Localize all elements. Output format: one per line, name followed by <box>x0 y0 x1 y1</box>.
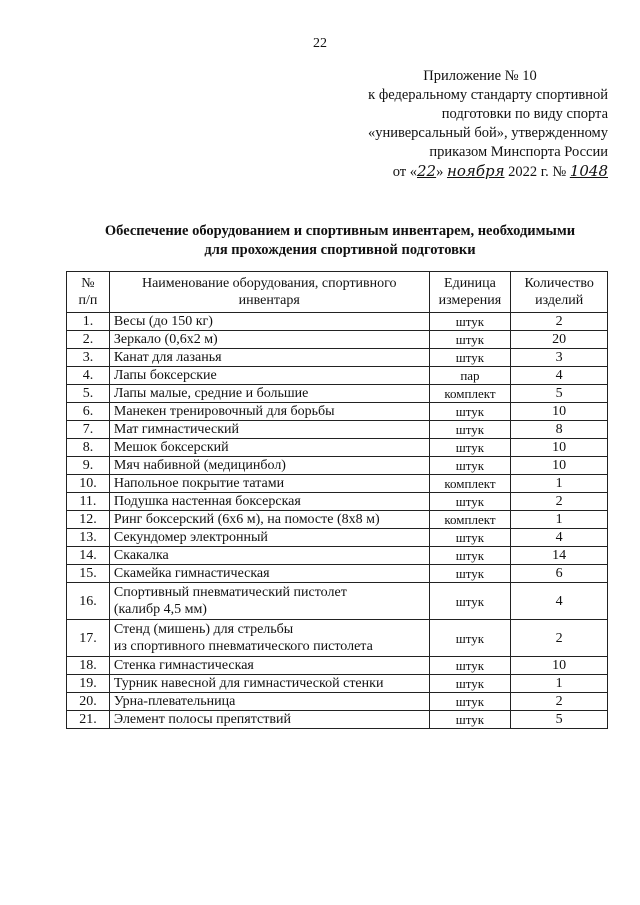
item-name <box>109 711 429 729</box>
appendix-line: к федеральному стандарту спортивной <box>368 87 608 103</box>
item-unit: штук <box>429 565 511 583</box>
item-quantity: 10 <box>511 439 608 457</box>
item-quantity: 8 <box>511 421 608 439</box>
heading-line-2: для прохождения спортивной подготовки <box>204 242 476 258</box>
row-number: 12. <box>67 511 110 529</box>
date-mid: » <box>436 164 444 180</box>
item-name <box>109 547 429 565</box>
item-quantity: 6 <box>511 565 608 583</box>
row-number: 21. <box>67 711 110 729</box>
row-number: 19. <box>67 675 110 693</box>
table-row <box>67 529 608 547</box>
table-row <box>67 657 608 675</box>
row-number: 17. <box>67 620 110 657</box>
row-number: 16. <box>67 583 110 620</box>
item-unit: штук <box>429 620 511 657</box>
item-name-line: Спортивный пневматический пистолет <box>113 585 347 600</box>
row-number: 2. <box>67 331 110 349</box>
item-name <box>109 475 429 493</box>
item-unit: штук <box>429 657 511 675</box>
table-row <box>67 693 608 711</box>
item-name <box>109 493 429 511</box>
item-unit: штук <box>429 493 511 511</box>
row-number: 20. <box>67 693 110 711</box>
appendix-line: подготовки по виду спорта <box>441 106 608 122</box>
table-row <box>67 421 608 439</box>
table-row <box>67 511 608 529</box>
item-quantity: 5 <box>511 385 608 403</box>
item-unit: комплект <box>429 511 511 529</box>
row-number: 9. <box>67 457 110 475</box>
row-number: 14. <box>67 547 110 565</box>
item-name-line: Стенка гимнастическая <box>113 658 254 673</box>
item-unit: штук <box>429 547 511 565</box>
header-qty <box>511 272 608 313</box>
row-number: 13. <box>67 529 110 547</box>
item-name-line: (калибр 4,5 мм) <box>113 602 207 617</box>
item-quantity: 10 <box>511 657 608 675</box>
item-name-line: Скамейка гимнастическая <box>113 566 270 581</box>
table-row <box>67 675 608 693</box>
row-number: 6. <box>67 403 110 421</box>
item-name <box>109 457 429 475</box>
item-unit: штук <box>429 421 511 439</box>
item-name <box>109 565 429 583</box>
item-quantity: 20 <box>511 331 608 349</box>
item-unit: штук <box>429 403 511 421</box>
item-name-line: Секундомер электронный <box>113 530 268 545</box>
header-qty-line2: изделий <box>535 293 584 308</box>
item-quantity: 2 <box>511 620 608 657</box>
table-row <box>67 547 608 565</box>
item-quantity: 3 <box>511 349 608 367</box>
row-number: 15. <box>67 565 110 583</box>
item-name-line: Мешок боксерский <box>113 440 229 455</box>
item-name-line: Мяч набивной (медицинбол) <box>113 458 286 473</box>
header-name-line2: инвентаря <box>238 293 300 308</box>
table-row <box>67 367 608 385</box>
item-name-line: Элемент полосы препятствий <box>113 712 291 727</box>
item-name <box>109 367 429 385</box>
item-unit: пар <box>429 367 511 385</box>
table-row <box>67 439 608 457</box>
date-year: 2022 г. № <box>508 164 567 180</box>
item-name-line: Напольное покрытие татами <box>113 476 285 491</box>
appendix-line: приказом Минспорта России <box>429 144 608 160</box>
item-name-line: Канат для лазанья <box>113 350 222 365</box>
item-name-line: Ринг боксерский (6х6 м), на помосте (8х8 м) <box>113 512 380 527</box>
item-name <box>109 693 429 711</box>
item-unit: штук <box>429 583 511 620</box>
row-number: 3. <box>67 349 110 367</box>
row-number: 18. <box>67 657 110 675</box>
item-unit: штук <box>429 439 511 457</box>
item-name-line: Скакалка <box>113 548 169 563</box>
header-unit-line2: измерения <box>438 293 502 308</box>
item-name <box>109 403 429 421</box>
table-row <box>67 313 608 331</box>
header-num <box>67 272 110 313</box>
date-month: ноября <box>446 162 505 180</box>
item-name <box>109 583 429 620</box>
row-number: 10. <box>67 475 110 493</box>
item-name-line: Манекен тренировочный для борьбы <box>113 404 335 419</box>
table-row <box>67 583 608 620</box>
header-unit-line1: Единица <box>444 276 496 291</box>
item-unit: комплект <box>429 385 511 403</box>
table-row <box>67 565 608 583</box>
item-quantity: 4 <box>511 583 608 620</box>
item-name <box>109 529 429 547</box>
header-qty-line1: Количество <box>524 276 594 291</box>
item-unit: штук <box>429 675 511 693</box>
order-date-line <box>352 162 608 182</box>
item-unit: штук <box>429 711 511 729</box>
row-number: 7. <box>67 421 110 439</box>
row-number: 1. <box>67 313 110 331</box>
row-number: 4. <box>67 367 110 385</box>
table-row <box>67 711 608 729</box>
item-name-line: Стенд (мишень) для стрельбы <box>113 622 294 637</box>
item-quantity: 4 <box>511 529 608 547</box>
table-row <box>67 403 608 421</box>
row-number: 11. <box>67 493 110 511</box>
item-quantity: 10 <box>511 403 608 421</box>
item-name <box>109 439 429 457</box>
item-unit: штук <box>429 313 511 331</box>
item-name <box>109 421 429 439</box>
item-name-line: Весы (до 150 кг) <box>113 314 213 329</box>
item-unit: штук <box>429 349 511 367</box>
item-name-line: Лапы боксерские <box>113 368 217 383</box>
item-name-line: Турник навесной для гимнастической стенки <box>113 676 384 691</box>
item-name <box>109 620 429 657</box>
item-name <box>109 331 429 349</box>
header-name <box>109 272 429 313</box>
inventory-table <box>66 271 608 729</box>
document-heading <box>80 222 600 260</box>
table-row <box>67 620 608 657</box>
item-unit: штук <box>429 331 511 349</box>
table-header-row <box>67 272 608 313</box>
header-unit <box>429 272 511 313</box>
item-quantity: 1 <box>511 511 608 529</box>
table-row <box>67 385 608 403</box>
appendix-title: Приложение № 10 <box>423 68 537 84</box>
order-number: 1048 <box>569 162 608 180</box>
appendix-block <box>352 67 608 182</box>
date-day: 22 <box>417 162 437 180</box>
item-quantity: 2 <box>511 693 608 711</box>
header-num-line1: № <box>81 276 95 291</box>
item-name <box>109 349 429 367</box>
row-number: 8. <box>67 439 110 457</box>
page-number: 22 <box>313 36 327 51</box>
table-row <box>67 475 608 493</box>
date-prefix: от « <box>392 164 418 180</box>
table-row <box>67 457 608 475</box>
heading-line-1: Обеспечение оборудованием и спортивным инвентарем, необходимыми <box>104 223 576 239</box>
header-name-line1: Наименование оборудования, спортивного <box>141 276 397 291</box>
table-row <box>67 331 608 349</box>
item-name-line: Лапы малые, средние и большие <box>113 386 309 401</box>
item-quantity: 4 <box>511 367 608 385</box>
item-name <box>109 313 429 331</box>
item-quantity: 2 <box>511 313 608 331</box>
item-name <box>109 511 429 529</box>
item-unit: штук <box>429 529 511 547</box>
item-name-line: Мат гимнастический <box>113 422 240 437</box>
item-unit: штук <box>429 457 511 475</box>
item-name-line: Зеркало (0,6х2 м) <box>113 332 218 347</box>
item-quantity: 14 <box>511 547 608 565</box>
item-name-line: Подушка настенная боксерская <box>113 494 301 509</box>
item-name-line: Урна-плевательница <box>113 694 236 709</box>
item-name <box>109 675 429 693</box>
item-unit: штук <box>429 693 511 711</box>
appendix-line: «универсальный бой», утвержденному <box>367 125 608 141</box>
item-quantity: 1 <box>511 475 608 493</box>
item-name <box>109 657 429 675</box>
item-quantity: 2 <box>511 493 608 511</box>
item-unit: комплект <box>429 475 511 493</box>
table-row <box>67 493 608 511</box>
item-name <box>109 385 429 403</box>
header-num-line2: п/п <box>78 293 98 308</box>
item-quantity: 10 <box>511 457 608 475</box>
row-number: 5. <box>67 385 110 403</box>
table-row <box>67 349 608 367</box>
item-quantity: 1 <box>511 675 608 693</box>
item-name-line: из спортивного пневматического пистолета <box>113 639 373 654</box>
item-quantity: 5 <box>511 711 608 729</box>
